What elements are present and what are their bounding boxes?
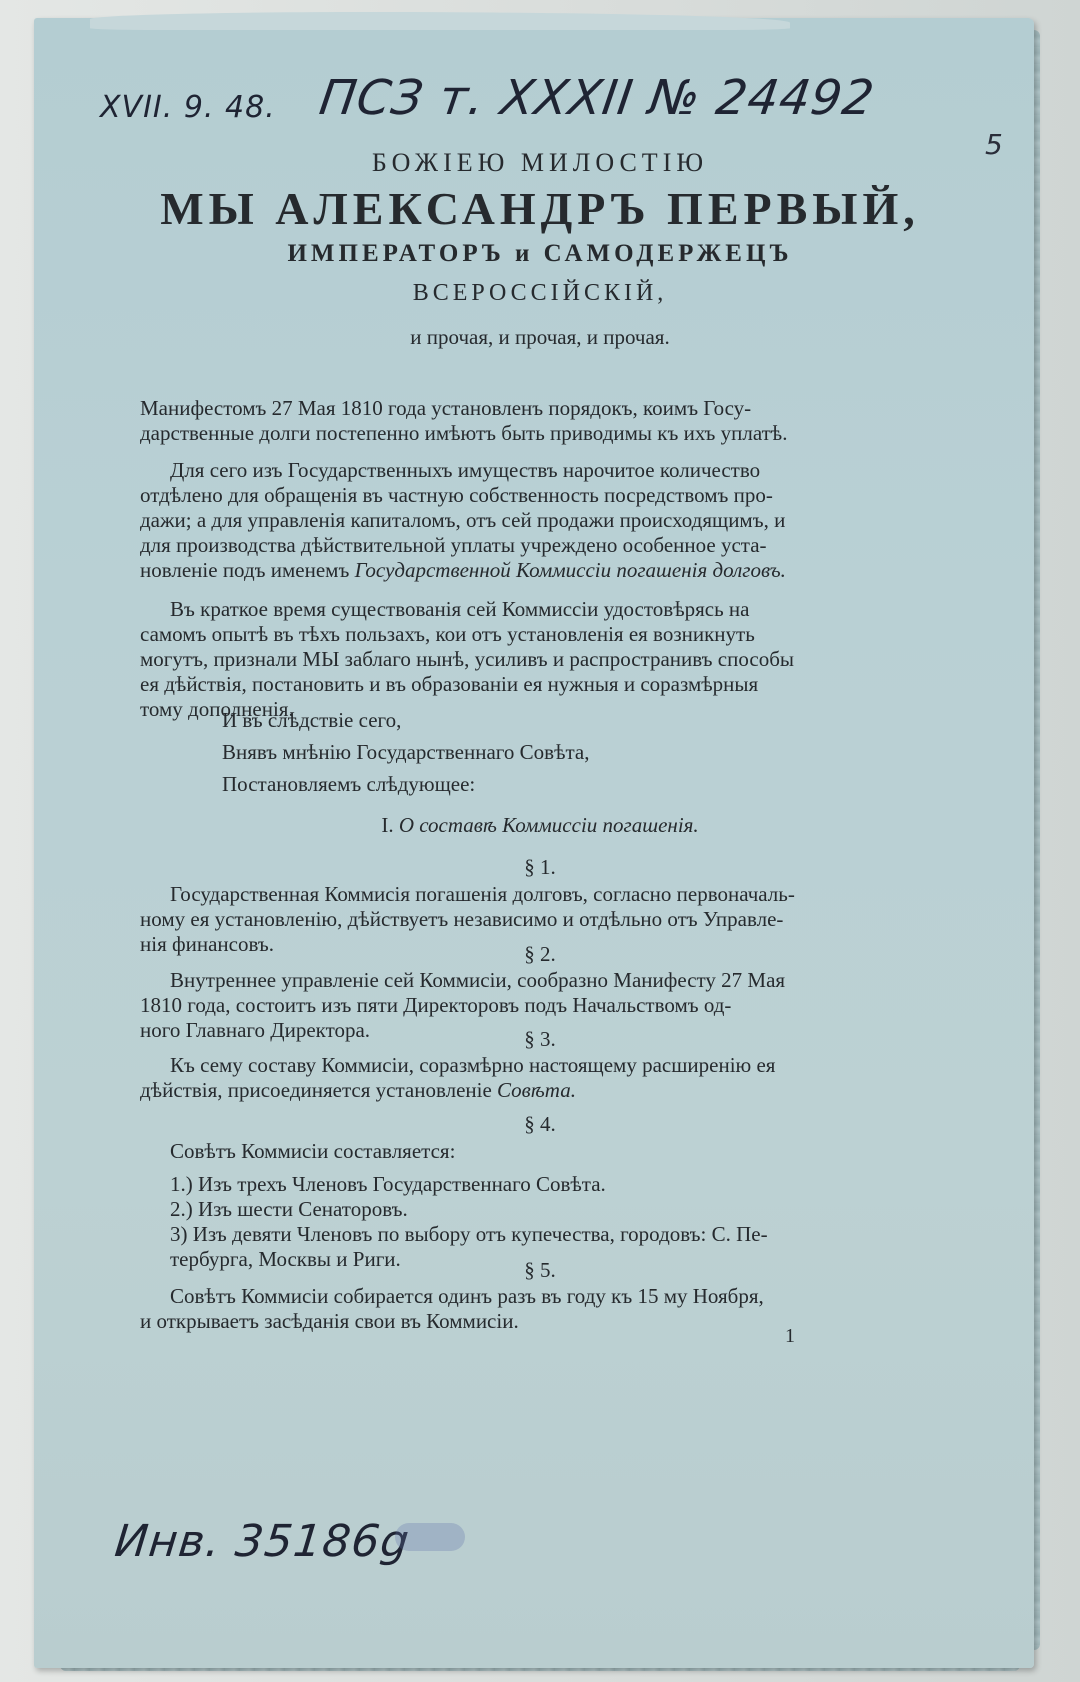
article-1-line: нія финансовъ. — [140, 932, 274, 956]
page-number: 1 — [785, 1325, 795, 1347]
section-heading — [0, 813, 1080, 838]
section-title: О составѣ Коммиссіи погашенія. — [398, 813, 699, 837]
paragraph-sign-2: § 2. — [524, 942, 556, 966]
paragraph-2-line: для производства дѣйствительной уплаты учреждено особенное уста- — [140, 533, 767, 557]
council-term: Совѣта. — [497, 1078, 576, 1102]
article-4-item: тербурга, Москвы и Риги. — [170, 1247, 401, 1271]
article-4-item: 1.) Изъ трехъ Членовъ Государственнаго Совѣта. — [170, 1172, 606, 1196]
paragraph-3-line: могутъ, признали МЫ заблаго нынѣ, усиливъ и распространивъ способы — [140, 647, 794, 671]
article-2-line: Внутреннее управленіе сей Коммисіи, сообразно Манифесту 27 Мая — [170, 968, 786, 992]
article-1-line: Государственная Коммисія погашенія долговъ, согласно первоначаль- — [170, 882, 795, 906]
paragraph-2-line: дажи; а для управленія капиталомъ, отъ сей продажи происходящимъ, и — [140, 508, 786, 532]
paragraph-sign-3: § 3. — [524, 1027, 556, 1051]
torn-top-edge — [90, 12, 790, 30]
paragraph-1-line: дарственные долги постепенно имѣютъ быть приводимы къ ихъ уплатѣ. — [140, 421, 788, 445]
section-number: I. — [381, 813, 399, 837]
commission-name: Государственной Коммиссіи погашенія долговъ. — [354, 558, 786, 582]
header-title: ИМПЕРАТОРЪ и САМОДЕРЖЕЦЪ — [287, 240, 793, 267]
header-realm: ВСЕРОССІЙСКІЙ, — [412, 280, 668, 306]
page-mark: 5 — [985, 128, 1004, 161]
article-3-line — [140, 1078, 576, 1103]
paragraph-2-line — [140, 558, 786, 583]
article-4-item: 2.) Изъ шести Сенаторовъ. — [170, 1197, 408, 1221]
council-line: Внявъ мнѣнію Государственнаго Совѣта, — [222, 740, 590, 764]
article-3-text: дѣйствія, присоединяется установленіе — [140, 1078, 498, 1102]
paragraph-3-line: Въ краткое время существованія сей Коммиссіи удостовѣрясь на — [170, 597, 750, 621]
article-5-line: Совѣтъ Коммисіи собирается одинъ разъ въ году къ 15 му Ноября, — [170, 1284, 764, 1308]
consequence-line: И въ слѣдствіе сего, — [222, 708, 402, 732]
article-2-line: 1810 года, состоитъ изъ пяти Директоровъ подъ Начальствомъ од- — [140, 993, 732, 1017]
article-2-line: ного Главнаго Директора. — [140, 1018, 371, 1042]
paragraph-sign-5: § 5. — [524, 1258, 556, 1282]
header-emperor-name: МЫ АЛЕКСАНДРЪ ПЕРВЫЙ, — [160, 183, 920, 234]
header-line-1: БОЖІЕЮ МИЛОСТІЮ — [371, 148, 709, 177]
ink-stamp — [395, 1523, 465, 1551]
article-4-intro: Совѣтъ Коммисіи составляется: — [170, 1139, 456, 1163]
article-1-line: ному ея установленію, дѣйствуетъ независимо и отдѣльно отъ Управле- — [140, 907, 784, 931]
paragraph-sign-1: § 1. — [524, 855, 556, 879]
article-3-line: Къ сему составу Коммисіи, соразмѣрно настоящему расширенію ея — [170, 1053, 776, 1077]
archive-mark: XVII. 9. 48. — [100, 90, 276, 125]
decree-line: Постановляемъ слѣдующее: — [222, 772, 476, 796]
collection-reference: ПСЗ т. XXXII № 24492 — [316, 70, 879, 126]
paragraph-2-line: Для сего изъ Государственныхъ имуществъ нарочитое количество — [170, 458, 761, 482]
header-etcetera: и прочая, и прочая, и прочая. — [410, 325, 670, 349]
paragraph-sign-4: § 4. — [524, 1112, 556, 1136]
paragraph-3-line: самомъ опытѣ въ тѣхъ пользахъ, кои отъ установленія ея возникнуть — [140, 622, 755, 646]
article-4-item: 3) Изъ девяти Членовъ по выбору отъ купечества, городовъ: С. Пе- — [170, 1222, 768, 1246]
inventory-number: Инв. 35186g — [112, 1516, 413, 1567]
paragraph-3-line: ея дѣйствія, постановить и въ образованіи ея нужныя и соразмѣрныя — [140, 672, 759, 696]
article-5-line: и открываетъ засѣданія свои въ Коммисіи. — [140, 1309, 519, 1333]
paragraph-3-line: тому дополненія. — [140, 697, 294, 721]
paragraph-1-line: Манифестомъ 27 Мая 1810 года установленъ порядокъ, коимъ Госу- — [140, 396, 752, 420]
paragraph-2-line: отдѣлено для обращенія въ частную собственность посредствомъ про- — [140, 483, 773, 507]
paragraph-2-text: новленіе подъ именемъ — [140, 558, 355, 582]
